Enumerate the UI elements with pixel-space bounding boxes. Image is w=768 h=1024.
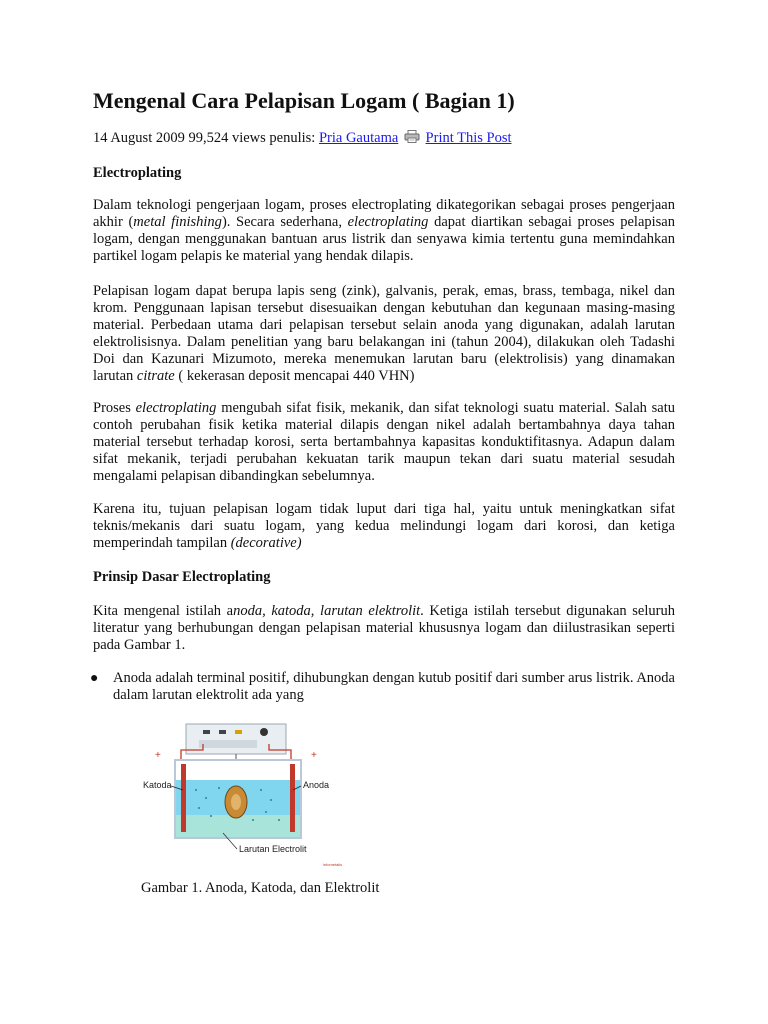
p3-italic-electroplating: electroplating [135,400,217,416]
list-item [90,670,675,704]
printer-icon[interactable] [404,130,420,143]
paragraph-2 [93,283,675,385]
p4-italic-decorative: (decorative) [230,535,302,551]
power-display-left [203,730,210,734]
paragraph-3 [93,400,675,485]
plated-object-highlight [231,794,241,810]
section-heading-prinsip: Prinsip Dasar Electroplating [93,569,271,585]
katoda-label: Katoda [143,780,172,790]
p5-text-c: . Ketiga istilah tersebut digunakan seluruh literatur yang berhubungan dengan pelapisan material khususnya logam dan diilustrasikan seperti pada Gambar 1. [93,603,675,653]
power-display-mid [219,730,226,734]
p3-text-a: Proses [93,400,136,416]
anoda-label: Anoda [303,780,330,790]
figure-caption: Gambar 1. Anoda, Katoda, dan Elektrolit [141,880,380,896]
p3-text-c: mengubah sifat fisik, mekanik, dan sifat teknologi suatu material. Salah satu contoh perubahan fisik ketika material dilapis dengan nikel adalah bertambahnya daya tahan material tersebut terhadap korosi, serta bertambahnya kapasitas konduktifitasnya. Adapun dalam sifat mekanik, terjadi perubahan kekuatan tarik maupun tekan dari suatu material sesudah mengalami pelapisan dibandingkan sebelumnya. [93,400,675,484]
larutan-label: Larutan Electrolit [239,844,307,854]
anode-plate [290,764,295,832]
page-title: Mengenal Cara Pelapisan Logam ( Bagian 1) [93,88,515,113]
p4-text-a: Karena itu, tujuan pelapisan logam tidak luput dari tiga hal, yaitu untuk meningkatkan sifat teknis/mekanis dari suatu logam, yang kedua melindungi logam dari korosi, dan ketiga memperindah tampilan [93,501,675,551]
paragraph-5 [93,603,675,654]
post-meta [93,130,512,147]
figure-watermark: infometalis [323,862,343,867]
power-knob-icon [260,728,268,736]
p1-text-e: dapat diartikan sebagai proses pelapisan logam, dengan menggunakan bantuan arus listrik dan senyawa kimia tertentu guna memindahkan partikel logam pelapis ke material yang hendak dilapis. [93,214,675,264]
p1-text-c: ). Secara sederhana, [221,214,348,230]
plus-right-label: + [311,750,317,761]
p1-text-a: Dalam teknologi pengerjaan logam, proses electroplating dikategorikan sebagai proses pengerjaan akhir ( [93,197,675,230]
paragraph-1 [93,197,675,265]
power-panel [199,740,257,748]
plus-left-label: + [155,750,161,761]
p2-italic-citrate: citrate [136,368,175,384]
author-link[interactable]: Pria Gautama [318,130,399,146]
print-post-link[interactable]: Print This Post [425,130,512,146]
p1-italic-metal-finishing: metal finishing [133,214,222,230]
post-date-views: 14 August 2009 99,524 views penulis: [93,130,319,146]
power-display-right [235,730,242,734]
bullet-text: Anoda adalah terminal positif, dihubungkan dengan kutub positif dari sumber arus listrik. Anoda dalam larutan elektrolit ada yang [113,670,675,703]
electroplating-diagram [141,720,351,870]
cathode-plate [181,764,186,832]
p1-italic-electroplating: electroplating [347,214,429,230]
p2-text-a: Pelapisan logam dapat berupa lapis seng (zink), galvanis, perak, emas, brass, tembaga, nikel dan krom. Penggunaan lapisan tersebut disesuaikan dengan kebutuhan dan kegunaan masing-masing material. Perbedaan utama dari pelapisan tersebut selain anoda yang digunakan, adalah larutan elektrolisisnya. Dalam penelitian yang baru belakangan ini (tahun 2004), dilakukan oleh Tadashi Doi dan Kazunari Mizumoto, mereka menemukan larutan baru (elektrolisis) yang dinamakan larutan [93,283,675,384]
paragraph-4 [93,501,675,552]
p5-italic-terms: noda, katoda, larutan elektrolit [233,603,421,619]
section-heading-electroplating: Electroplating [93,165,182,181]
p5-text-a: Kita mengenal istilah a [93,603,234,619]
electrolyte-lower [176,815,300,837]
p2-text-c: ( kekerasan deposit mencapai 440 VHN) [174,368,415,384]
bullet-dot-icon: ● [90,671,99,686]
